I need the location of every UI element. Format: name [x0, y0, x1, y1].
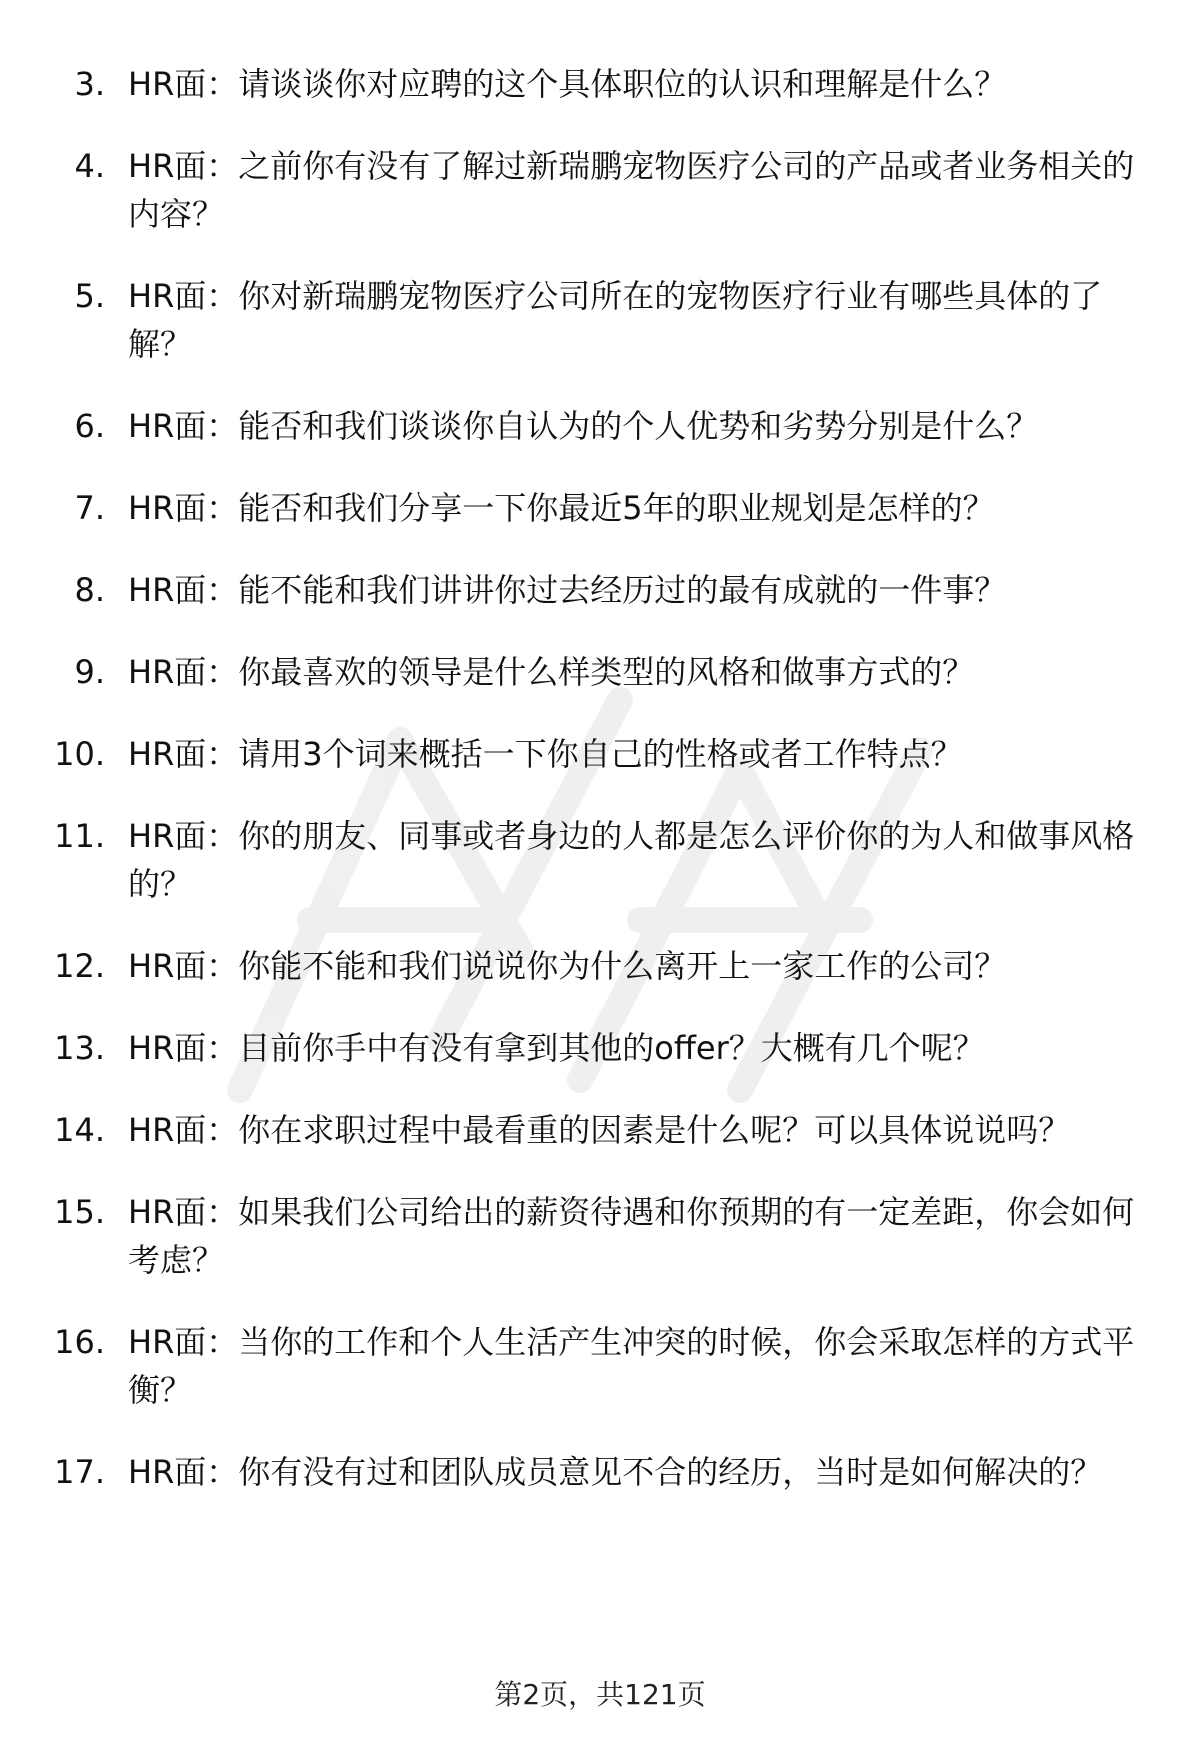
question-number: 7. [74, 489, 105, 527]
question-text: HR面：当你的工作和个人生活产生冲突的时候，你会采取怎样的方式平衡？ [128, 1323, 1135, 1409]
question-text: HR面：你有没有过和团队成员意见不合的经历，当时是如何解决的？ [128, 1453, 1103, 1491]
question-item [0, 1188, 1200, 1284]
question-text: HR面：你的朋友、同事或者身边的人都是怎么评价你的为人和做事风格的？ [128, 817, 1135, 903]
question-number: 3. [74, 65, 105, 103]
question-number: 9. [74, 653, 105, 691]
question-item [0, 1024, 1200, 1072]
question-item [0, 1318, 1200, 1414]
question-list [0, 60, 1200, 1530]
question-number: 10. [54, 735, 105, 773]
page-number-label: 第2页，共121页 [494, 1678, 706, 1711]
question-item [0, 648, 1200, 696]
question-item [0, 142, 1200, 238]
question-number: 13. [54, 1029, 105, 1067]
question-item [0, 1106, 1200, 1154]
question-item [0, 402, 1200, 450]
question-text: HR面：你能不能和我们说说你为什么离开上一家工作的公司？ [128, 947, 1007, 985]
question-text: HR面：请谈谈你对应聘的这个具体职位的认识和理解是什么？ [128, 65, 1007, 103]
question-number: 8. [74, 571, 105, 609]
question-text: HR面：之前你有没有了解过新瑞鹏宠物医疗公司的产品或者业务相关的内容？ [128, 147, 1135, 233]
question-number: 4. [74, 147, 105, 185]
question-item [0, 942, 1200, 990]
question-text: HR面：你最喜欢的领导是什么样类型的风格和做事方式的？ [128, 653, 975, 691]
question-item [0, 1448, 1200, 1496]
question-text: HR面：能否和我们分享一下你最近5年的职业规划是怎样的？ [128, 489, 995, 527]
question-number: 6. [74, 407, 105, 445]
question-number: 5. [74, 277, 105, 315]
question-item [0, 272, 1200, 368]
question-text: HR面：请用3个词来概括一下你自己的性格或者工作特点？ [128, 735, 963, 773]
question-number: 11. [54, 817, 105, 855]
question-item [0, 730, 1200, 778]
question-text: HR面：目前你手中有没有拿到其他的offer？大概有几个呢？ [128, 1029, 985, 1067]
question-text: HR面：你对新瑞鹏宠物医疗公司所在的宠物医疗行业有哪些具体的了解？ [128, 277, 1103, 363]
question-text: HR面：如果我们公司给出的薪资待遇和你预期的有一定差距，你会如何考虑？ [128, 1193, 1135, 1279]
question-item [0, 60, 1200, 108]
question-number: 17. [54, 1453, 105, 1491]
question-text: HR面：能否和我们谈谈你自认为的个人优势和劣势分别是什么？ [128, 407, 1039, 445]
question-text: HR面：能不能和我们讲讲你过去经历过的最有成就的一件事？ [128, 571, 1007, 609]
question-number: 14. [54, 1111, 105, 1149]
question-text: HR面：你在求职过程中最看重的因素是什么呢？可以具体说说吗？ [128, 1111, 1071, 1149]
question-item [0, 812, 1200, 908]
question-number: 16. [54, 1323, 105, 1361]
question-item [0, 566, 1200, 614]
page-footer [0, 1675, 1200, 1715]
question-item [0, 484, 1200, 532]
question-number: 12. [54, 947, 105, 985]
question-number: 15. [54, 1193, 105, 1231]
